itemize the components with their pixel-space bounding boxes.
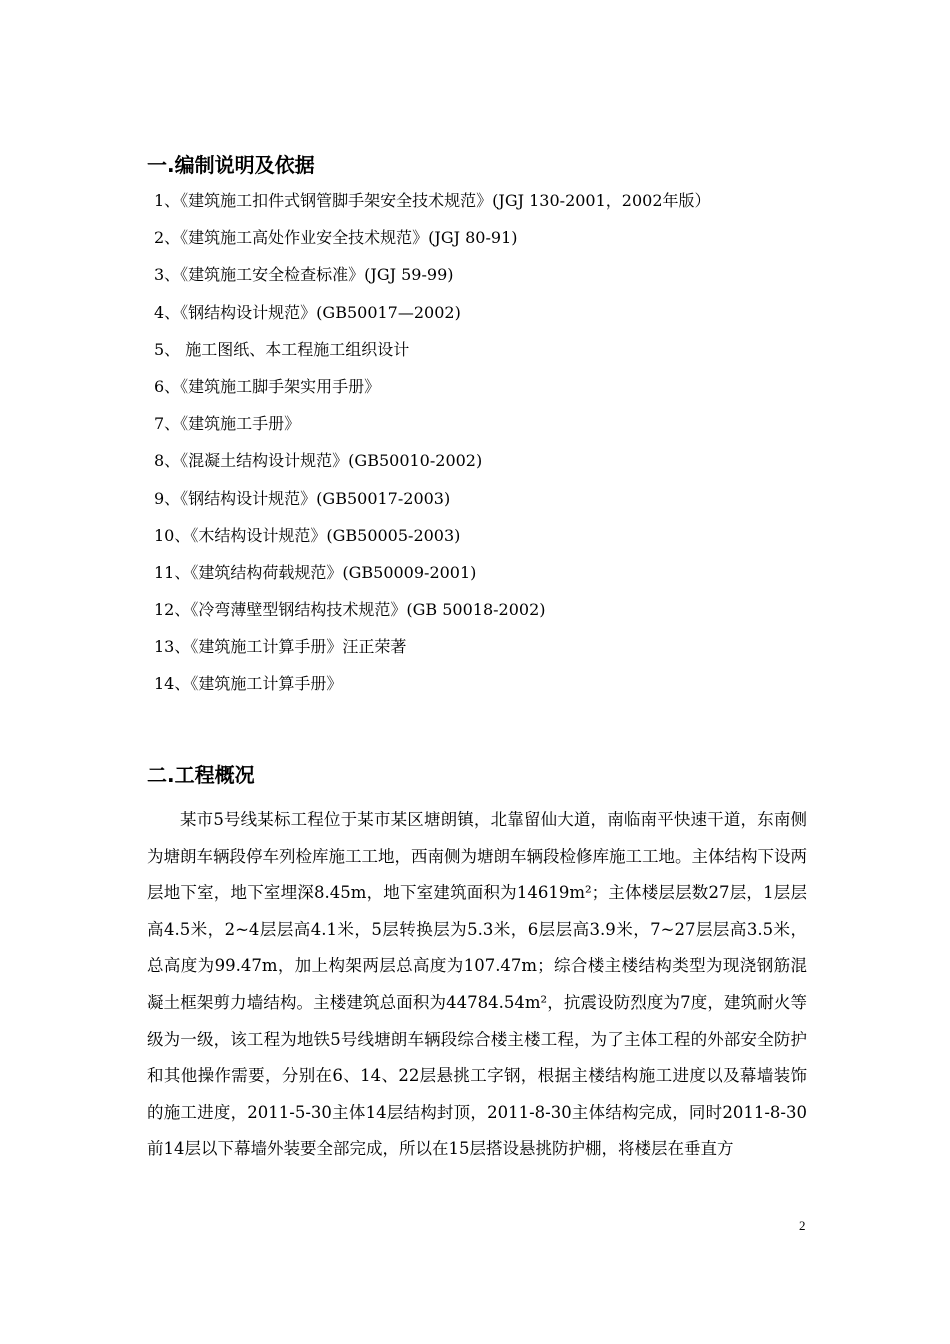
section-heading-overview: 二.工程概况 — [147, 763, 255, 787]
list-item: 10、《木结构设计规范》(GB50005-2003) — [154, 525, 461, 545]
list-item: 3、《建筑施工安全检查标准》(JGJ 59-99) — [154, 265, 454, 285]
list-item: 13、《建筑施工计算手册》汪正荣著 — [154, 637, 407, 657]
list-item: 11、《建筑结构荷载规范》(GB50009-2001) — [154, 562, 477, 582]
section-heading-basis: 一.编制说明及依据 — [147, 153, 315, 177]
list-item: 8、《混凝土结构设计规范》(GB50010-2002) — [154, 451, 483, 471]
page-number: 2 — [799, 1218, 806, 1233]
list-item: 5、 施工图纸、本工程施工组织设计 — [154, 339, 410, 359]
list-item: 12、《冷弯薄壁型钢结构技术规范》(GB 50018-2002) — [154, 600, 546, 620]
project-overview-paragraph: 某市5号线某标工程位于某市某区塘朗镇，北靠留仙大道，南临南平快速干道，东南侧为塘朗车辆段停车列检库施工工地，西南侧为塘朗车辆段检修库施工工地。主体结构下设两层地下室，地下室埋深8.45m，地下室建筑面积为14619m²；主体楼层层数27层，1层层高4.5米，2~4层层高4.1米，5层转换层为5.3米，6层层高3.9米，7~27层层高3.5米，总高度为99.47m，加上构架两层总高度为107.47m；综合楼主楼结构类型为现浇钢筋混凝土框架剪力墙结构。主楼建筑总面积为44784.54m²，抗震设防烈度为7度，建筑耐火等级为一级，该工程为地铁5号线塘朗车辆段综合楼主楼工程，为了主体工程的外部安全防护和其他操作需要，分别在6、14、22层悬挑工字钢，根据主楼结构施工进度以及幕墙装饰的施工进度，2011-5-30主体14层结构封顶，2011-8-30主体结构完成，同时2011-8-30前14层以下幕墙外装要全部完成，所以在15层搭设悬挑防护棚，将楼层在垂直方 — [147, 810, 807, 1159]
list-item: 7、《建筑施工手册》 — [154, 414, 301, 434]
list-item: 2、《建筑施工高处作业安全技术规范》(JGJ 80-91) — [154, 228, 518, 248]
list-item: 6、《建筑施工脚手架实用手册》 — [154, 376, 381, 396]
list-item: 4、《钢结构设计规范》(GB50017—2002) — [154, 302, 461, 322]
list-item: 14、《建筑施工计算手册》 — [154, 674, 343, 694]
list-item: 9、《钢结构设计规范》(GB50017-2003) — [154, 488, 451, 508]
reference-list — [154, 188, 711, 709]
list-item: 1、《建筑施工扣件式钢管脚手架安全技术规范》(JGJ 130-2001，2002年版） — [154, 191, 711, 210]
